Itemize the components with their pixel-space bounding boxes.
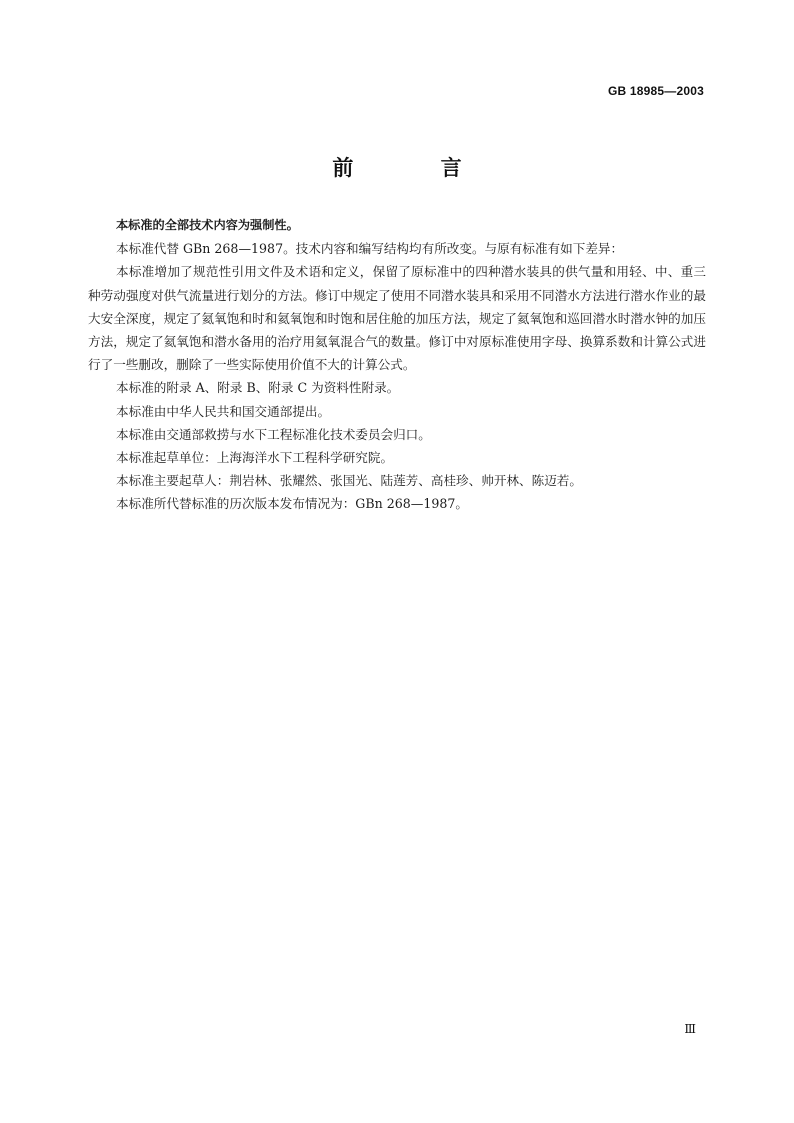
paragraph-differences: 本标准增加了规范性引用文件及术语和定义，保留了原标准中的四种潜水装具的供气量和用轻、中、重三种劳动强度对供气流量进行划分的方法。修订中规定了使用不同潜水装具和采用不同潜水方法进行潜水作业的最大安全深度，规定了氦氧饱和时和氦氧饱和时饱和居住舱的加压方法，规定了氦氧饱和巡回潜水时潜水钟的加压方法，规定了氦氧饱和潜水备用的治疗用氦氧混合气的数量。修订中对原标准使用字母、换算系数和计算公式进行了一些删改，删除了一些实际使用价值不大的计算公式。	[88, 264, 706, 373]
paragraph-drafters: 本标准主要起草人：荆岩林、张耀然、张国光、陆莲芳、高桂珍、帅开林、陈迈若。	[116, 473, 582, 489]
paragraph-centralized-by: 本标准由交通部救捞与水下工程标准化技术委员会归口。	[116, 426, 431, 442]
foreword-body	[88, 214, 706, 516]
paragraph-replaces: 本标准代替 GBn 268—1987。技术内容和编写结构均有所改变。与原有标准有如下差异：	[116, 241, 624, 257]
standard-number: GB 18985—2003	[608, 84, 704, 98]
paragraph-previous-editions: 本标准所代替标准的历次版本发布情况为：GBn 268—1987。	[116, 496, 468, 512]
paragraph-drafting-unit: 本标准起草单位：上海海洋水下工程科学研究院。	[116, 450, 394, 466]
paragraph-annexes: 本标准的附录 A、附录 B、附录 C 为资料性附录。	[116, 380, 400, 396]
paragraph-proposed-by: 本标准由中华人民共和国交通部提出。	[116, 403, 331, 419]
page-title: 前 言	[332, 156, 502, 180]
page-number: Ⅲ	[684, 1022, 696, 1036]
paragraph-mandatory-statement: 本标准的全部技术内容为强制性。	[116, 218, 299, 232]
